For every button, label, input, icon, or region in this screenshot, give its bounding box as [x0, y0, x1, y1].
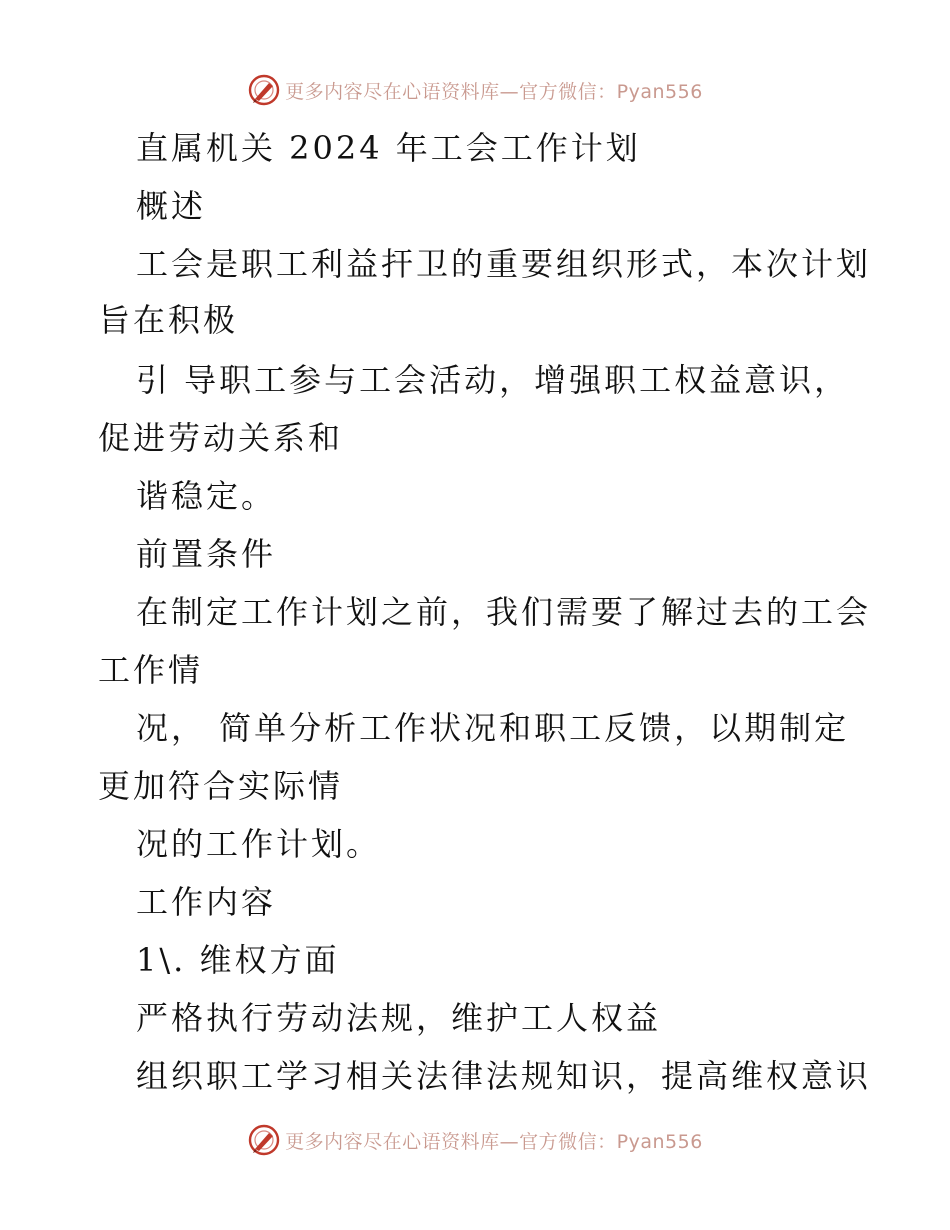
paragraph-line: 严格执行劳动法规，维护工人权益: [136, 999, 662, 1037]
pen-logo-icon: [247, 1123, 281, 1157]
paragraph-line: 组织职工学习相关法律法规知识，提高维权意识: [136, 1057, 872, 1095]
paragraph-line: 更加符合实际情: [98, 767, 344, 805]
paragraph-line: 工作情: [98, 651, 204, 689]
paragraph-line: 在制定工作计划之前，我们需要了解过去的工会: [136, 593, 872, 631]
paragraph-line: 谐稳定。: [136, 477, 277, 515]
document-title: 直属机关 2024 年工会工作计划: [136, 129, 641, 167]
subsection-heading: 1\. 维权方面: [136, 941, 340, 979]
paragraph-line: 旨在积极: [98, 301, 239, 339]
paragraph-line: 引 导职工参与工会活动，增强职工权益意识，: [136, 361, 850, 399]
paragraph-line: 促进劳动关系和: [98, 419, 344, 457]
section-heading-work-content: 工作内容: [136, 883, 277, 921]
footer-watermark: [0, 1120, 950, 1160]
header-watermark-text: 更多内容尽在心语资料库—官方微信：Pyan556: [285, 80, 703, 103]
paragraph-line: 工会是职工利益扞卫的重要组织形式，本次计划: [136, 245, 872, 283]
section-heading-overview: 概述: [136, 187, 207, 225]
paragraph-line: 况的工作计划。: [136, 825, 382, 863]
footer-watermark-text: 更多内容尽在心语资料库—官方微信：Pyan556: [285, 1130, 703, 1153]
section-heading-preconditions: 前置条件: [136, 535, 277, 573]
paragraph-line: 况， 简单分析工作状况和职工反馈，以期制定: [136, 709, 850, 747]
